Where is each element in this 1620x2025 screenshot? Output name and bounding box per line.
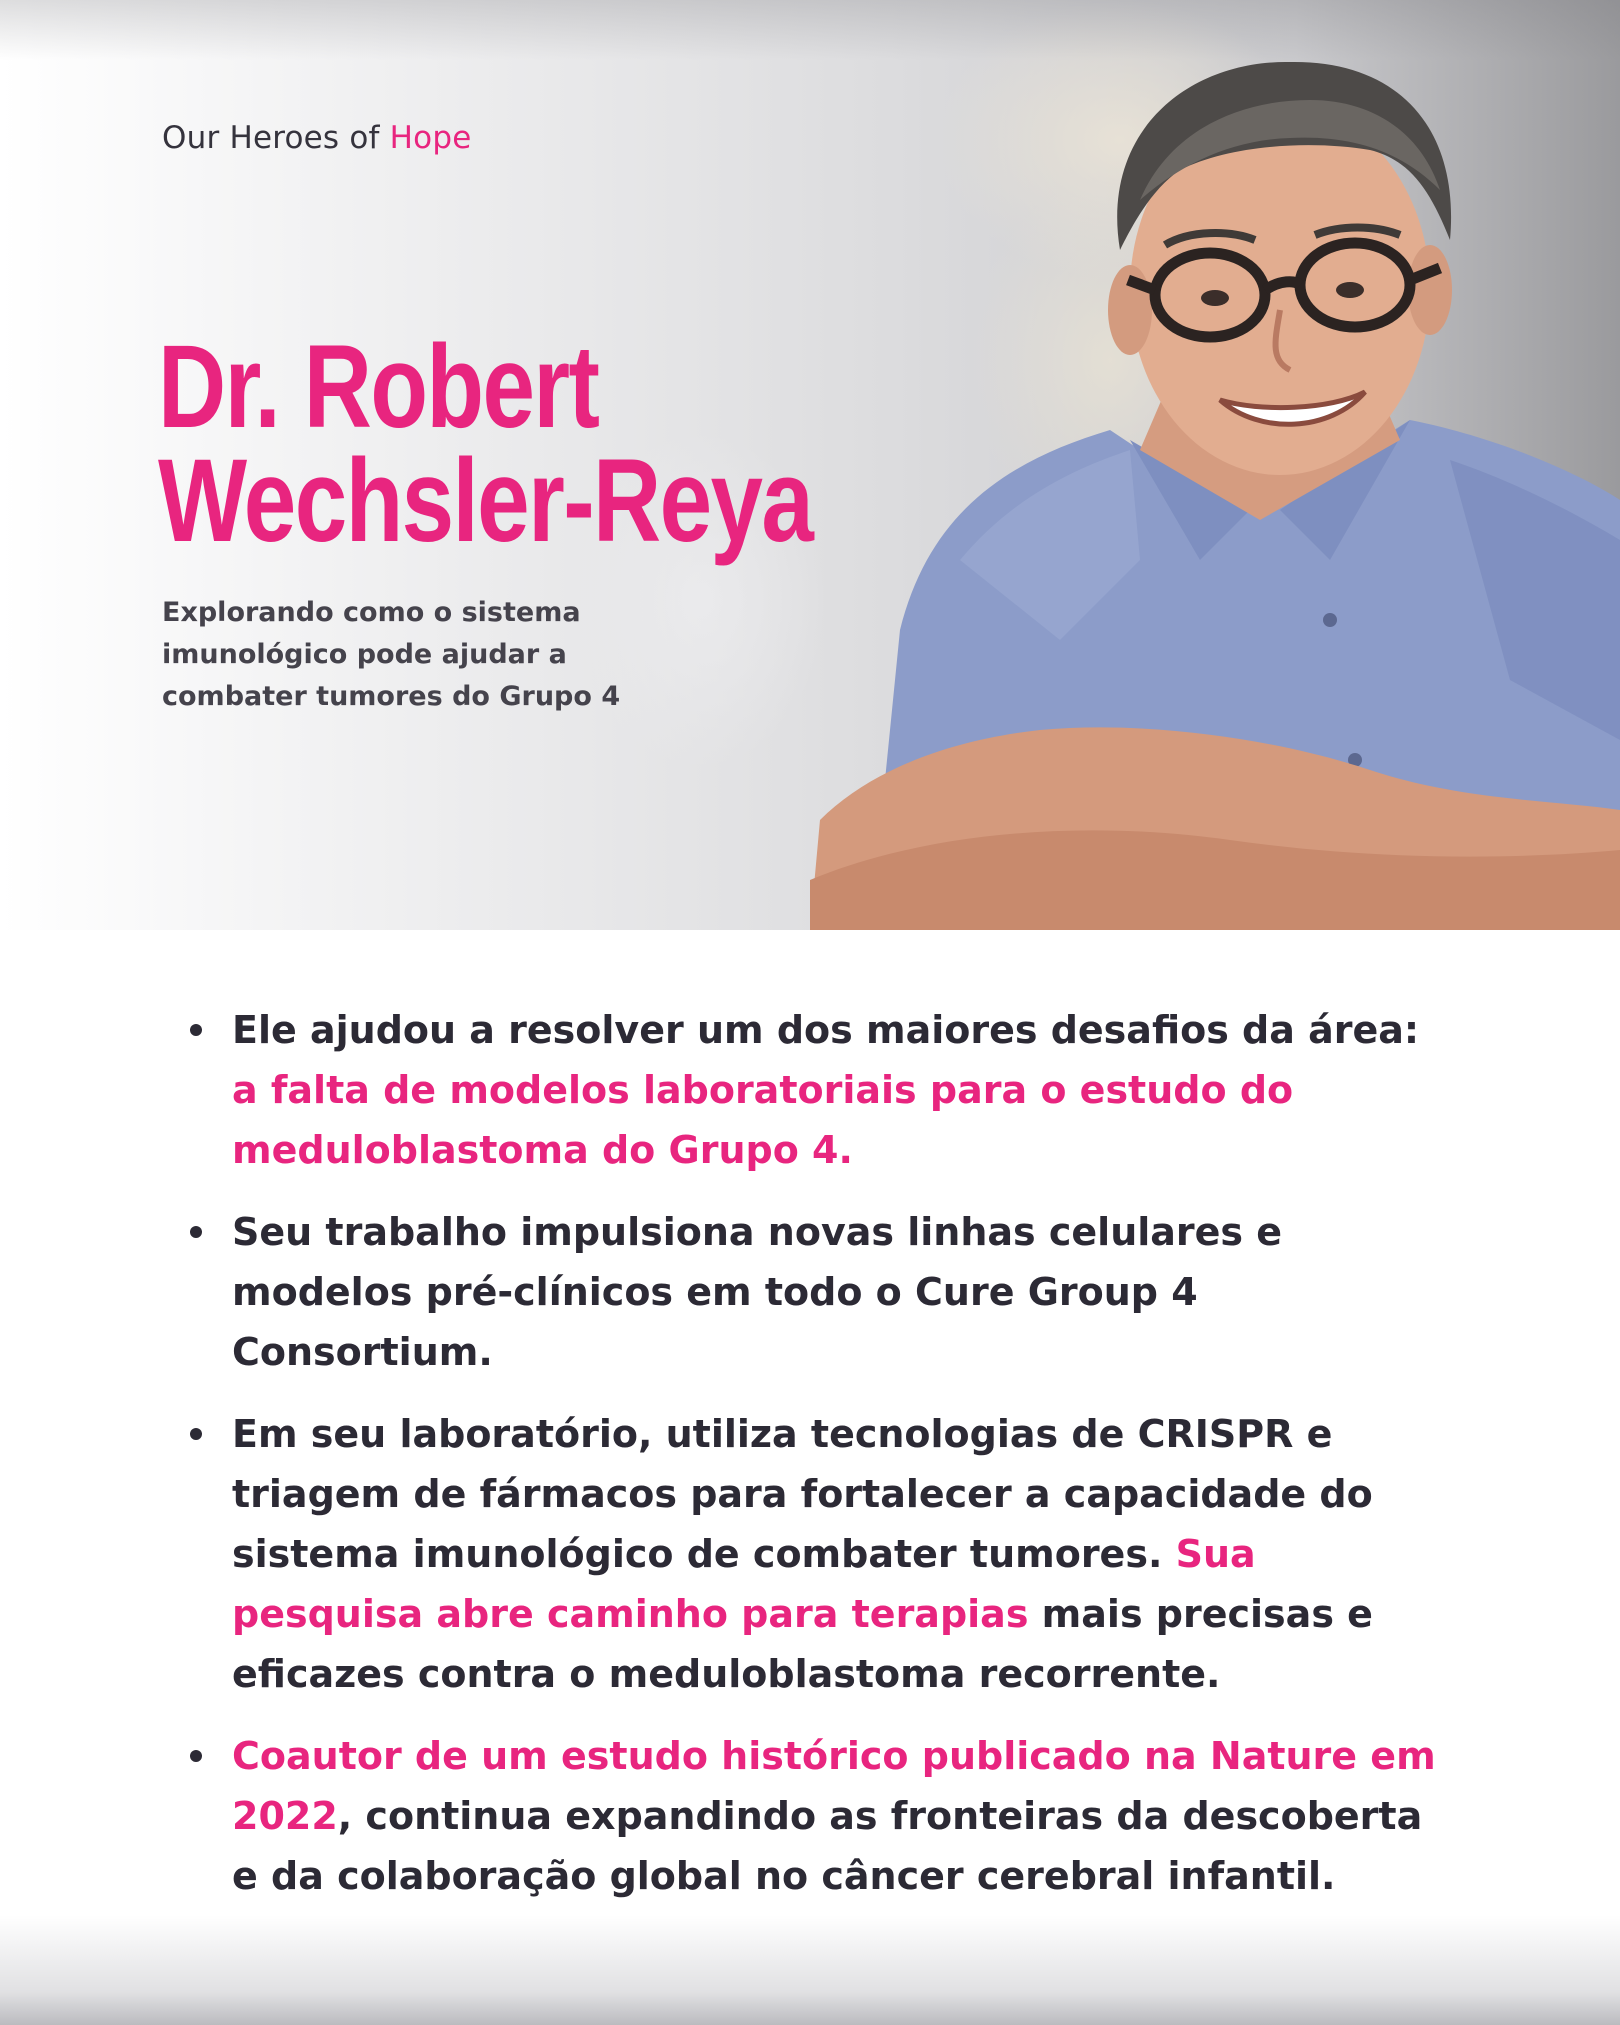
list-item xyxy=(190,1202,1450,1382)
hero-section xyxy=(0,0,1620,930)
eyebrow-prefix: Our Heroes of xyxy=(162,120,390,156)
eyebrow-text xyxy=(162,120,472,156)
body-text: Ele ajudou a resolver um dos maiores desafios da área: xyxy=(232,1008,1420,1052)
list-item xyxy=(190,1726,1450,1906)
page-title xyxy=(158,321,878,567)
eyebrow-accent: Hope xyxy=(389,120,472,156)
list-item xyxy=(190,1000,1450,1180)
bottom-fade xyxy=(0,1915,1620,2025)
highlight-text: Coautor de um estudo histórico publicado na Nature em 2022 xyxy=(232,1734,1436,1838)
name-line-2: Wechsler-Reya xyxy=(158,435,813,567)
bullet-dot-icon xyxy=(190,1750,202,1762)
bullet-dot-icon xyxy=(190,1226,202,1238)
subtitle: Explorando como o sistema imunológico pode ajudar a combater tumores do Grupo 4 xyxy=(162,597,621,712)
bullet-list xyxy=(190,1000,1450,1928)
body-text: Em seu laboratório, utiliza tecnologias de CRISPR e triagem de fármacos para fortalecer a capacidade do sistema imunológico de combater tumores. xyxy=(232,1412,1373,1576)
highlight-text: Sua pesquisa abre caminho para terapias xyxy=(232,1532,1256,1636)
portrait-photo xyxy=(810,40,1620,930)
body-text: Seu trabalho impulsiona novas linhas celulares e modelos pré-clínicos em todo o Cure Group 4 Consortium. xyxy=(232,1210,1283,1374)
highlight-text: a falta de modelos laboratoriais para o estudo do meduloblastoma do Grupo 4. xyxy=(232,1068,1294,1172)
body-text: , continua expandindo as fronteiras da descoberta e da colaboração global no câncer cerebral infantil. xyxy=(232,1794,1423,1898)
bullet-dot-icon xyxy=(190,1428,202,1440)
bullet-dot-icon xyxy=(190,1024,202,1036)
list-item xyxy=(190,1404,1450,1704)
body-text: mais precisas e eficazes contra o meduloblastoma recorrente. xyxy=(232,1592,1373,1696)
name-line-1: Dr. Robert xyxy=(158,321,599,453)
